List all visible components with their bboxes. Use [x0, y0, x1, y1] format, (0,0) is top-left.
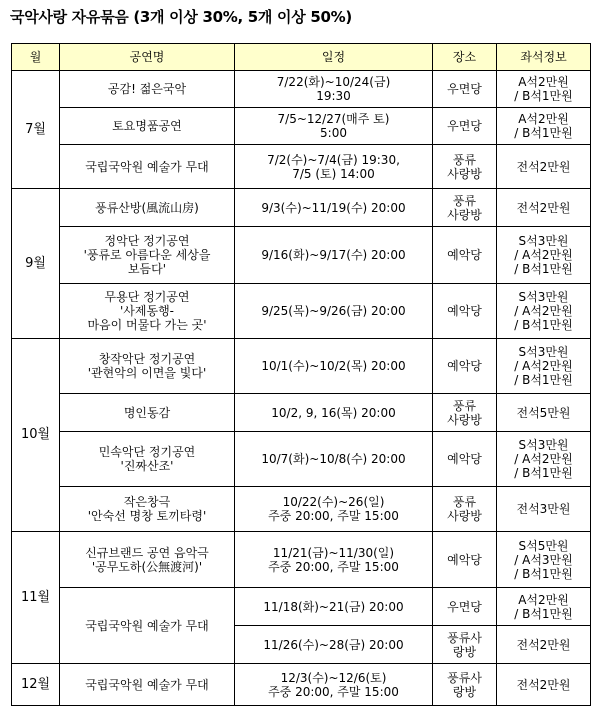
table-row — [12, 189, 591, 227]
performance-cell: 국립국악원 예술가 무대 — [60, 145, 235, 189]
seats-cell: S석5만원 / A석3만원 / B석1만원 — [497, 532, 591, 588]
venue-cell: 풍류 사랑방 — [433, 145, 497, 189]
venue-cell: 풍류사 랑방 — [433, 664, 497, 706]
seats-cell: 전석5만원 — [497, 394, 591, 432]
seats-cell: 전석2만원 — [497, 145, 591, 189]
seats-cell: 전석2만원 — [497, 626, 591, 664]
table-row — [12, 145, 591, 189]
seats-cell: S석3만원 / A석2만원 / B석1만원 — [497, 432, 591, 487]
performance-cell: 민속악단 정기공연 '진짜산조' — [60, 432, 235, 487]
month-cell: 10월 — [12, 339, 60, 532]
venue-cell: 예악당 — [433, 227, 497, 284]
table-header-row — [12, 44, 591, 71]
month-cell: 11월 — [12, 532, 60, 664]
page-title: 국악사랑 자유묶음 (3개 이상 30%, 5개 이상 50%) — [10, 8, 352, 26]
header-schedule: 일정 — [235, 44, 433, 71]
schedule-cell: 10/1(수)~10/2(목) 20:00 — [235, 339, 433, 394]
venue-cell: 풍류 사랑방 — [433, 394, 497, 432]
schedule-table — [11, 43, 591, 706]
schedule-cell: 11/21(금)~11/30(일) 주중 20:00, 주말 15:00 — [235, 532, 433, 588]
performance-cell: 창작악단 정기공연 '관현악의 이면을 빛다' — [60, 339, 235, 394]
header-month: 월 — [12, 44, 60, 71]
performance-cell: 명인동감 — [60, 394, 235, 432]
schedule-cell: 11/26(수)~28(금) 20:00 — [235, 626, 433, 664]
seats-cell: S석3만원 / A석2만원 / B석1만원 — [497, 339, 591, 394]
venue-cell: 우면당 — [433, 71, 497, 108]
table-row — [12, 108, 591, 145]
schedule-cell: 11/18(화)~21(금) 20:00 — [235, 588, 433, 626]
schedule-cell: 7/2(수)~7/4(금) 19:30, 7/5 (토) 14:00 — [235, 145, 433, 189]
table-row — [12, 664, 591, 706]
venue-cell: 예악당 — [433, 284, 497, 339]
performance-cell: 풍류산방(風流山房) — [60, 189, 235, 227]
seats-cell: S석3만원 / A석2만원 / B석1만원 — [497, 227, 591, 284]
performance-cell: 무용단 정기공연 '사제동행- 마음이 머물다 가는 곳' — [60, 284, 235, 339]
performance-cell: 작은창극 '안숙선 명창 토끼타령' — [60, 487, 235, 532]
table-row — [12, 71, 591, 108]
table-row — [12, 588, 591, 626]
performance-cell: 국립국악원 예술가 무대 — [60, 588, 235, 664]
schedule-cell: 10/7(화)~10/8(수) 20:00 — [235, 432, 433, 487]
schedule-cell: 7/5~12/27(매주 토) 5:00 — [235, 108, 433, 145]
venue-cell: 풍류 사랑방 — [433, 487, 497, 532]
header-seats: 좌석정보 — [497, 44, 591, 71]
schedule-cell: 10/22(수)~26(일) 주중 20:00, 주말 15:00 — [235, 487, 433, 532]
performance-cell: 토요명품공연 — [60, 108, 235, 145]
table-row — [12, 532, 591, 588]
seats-cell: 전석2만원 — [497, 664, 591, 706]
venue-cell: 풍류사 랑방 — [433, 626, 497, 664]
table-row — [12, 394, 591, 432]
table-row — [12, 339, 591, 394]
performance-cell: 국립국악원 예술가 무대 — [60, 664, 235, 706]
seats-cell: 전석3만원 — [497, 487, 591, 532]
seats-cell: A석2만원 / B석1만원 — [497, 588, 591, 626]
seats-cell: A석2만원 / B석1만원 — [497, 108, 591, 145]
header-performance: 공연명 — [60, 44, 235, 71]
month-cell: 7월 — [12, 71, 60, 189]
seats-cell: A석2만원 / B석1만원 — [497, 71, 591, 108]
venue-cell: 풍류 사랑방 — [433, 189, 497, 227]
venue-cell: 예악당 — [433, 532, 497, 588]
schedule-cell: 12/3(수)~12/6(토) 주중 20:00, 주말 15:00 — [235, 664, 433, 706]
performance-cell: 정악단 정기공연 '풍류로 아름다운 세상을 보듬다' — [60, 227, 235, 284]
performance-cell: 신규브랜드 공연 음악극 '공무도하(公無渡河)' — [60, 532, 235, 588]
performance-cell: 공감! 젊은국악 — [60, 71, 235, 108]
venue-cell: 우면당 — [433, 108, 497, 145]
schedule-cell: 7/22(화)~10/24(금) 19:30 — [235, 71, 433, 108]
venue-cell: 예악당 — [433, 339, 497, 394]
schedule-cell: 9/25(목)~9/26(금) 20:00 — [235, 284, 433, 339]
month-cell: 12월 — [12, 664, 60, 706]
table-row — [12, 284, 591, 339]
venue-cell: 예악당 — [433, 432, 497, 487]
table-row — [12, 487, 591, 532]
schedule-cell: 10/2, 9, 16(목) 20:00 — [235, 394, 433, 432]
schedule-cell: 9/16(화)~9/17(수) 20:00 — [235, 227, 433, 284]
seats-cell: 전석2만원 — [497, 189, 591, 227]
venue-cell: 우면당 — [433, 588, 497, 626]
seats-cell: S석3만원 / A석2만원 / B석1만원 — [497, 284, 591, 339]
header-venue: 장소 — [433, 44, 497, 71]
month-cell: 9월 — [12, 189, 60, 339]
table-row — [12, 227, 591, 284]
table-row — [12, 432, 591, 487]
schedule-cell: 9/3(수)~11/19(수) 20:00 — [235, 189, 433, 227]
